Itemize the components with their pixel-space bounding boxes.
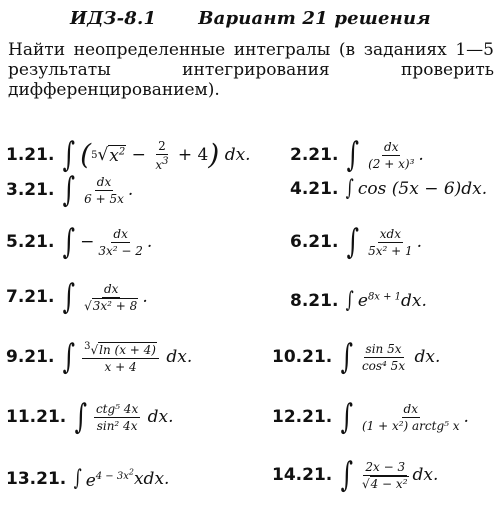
problem-tail: . (142, 287, 148, 307)
integral-sign: ∫ (63, 170, 76, 210)
integral-sign: ∫ (63, 222, 76, 262)
problem-number: 13.21. (6, 469, 67, 490)
problem-tail: . (127, 180, 134, 200)
problem-10 (272, 337, 441, 377)
integral-sign: ∫ (73, 466, 82, 492)
problem-tail: . (146, 232, 153, 252)
denominator: (2 + x)³ (368, 156, 415, 171)
problem-expression (358, 342, 440, 373)
denominator: x + 4 (104, 359, 137, 374)
problem-expression: $\frac{dx}{\text{√3x² + 8}}$ . (84, 281, 148, 313)
numerator: dx (103, 281, 119, 296)
numerator: ln (x + 4) (99, 342, 156, 357)
problem-number: 8.21. (290, 291, 339, 311)
denominator: sin² 4x (96, 418, 138, 433)
integral-sign: ∫ (340, 397, 354, 437)
problem-9 (6, 337, 193, 377)
problem-expression: $\frac{2x - 3}{\text{√4 − x²}}$ dx. (361, 459, 439, 491)
problem-expression: ( 5 √ $x^2$ − $\frac{2}{x^3}$ + 4 ) dx. (80, 138, 251, 172)
problem-6 (290, 222, 423, 262)
integral-sign: ∫ (346, 288, 355, 313)
problem-expression (364, 227, 422, 258)
problem-expression (92, 402, 174, 433)
integral-sign: ∫ (340, 337, 354, 377)
problem-11 (6, 397, 174, 437)
numerator: sin 5x (365, 341, 402, 356)
expression-text: cos (5x − 6)dx. (357, 179, 488, 199)
denominator: 3x² − 2 (98, 243, 143, 258)
numerator: xdx (379, 226, 401, 241)
problem-number: 9.21. (6, 347, 55, 367)
integral-sign: ∫ (63, 337, 76, 377)
integral-sign: ∫ (74, 397, 88, 437)
integral-sign: ∫ (63, 277, 76, 317)
integral-sign: ∫ (63, 135, 76, 175)
problem-number: 10.21. (272, 347, 333, 367)
problem-tail: . (463, 407, 469, 427)
problem-expression: $e^{4 - 3x^2}$ xdx. (85, 468, 170, 491)
problem-tail: dx. (147, 407, 174, 427)
problem-tail: dx. (414, 347, 441, 367)
problem-number: 5.21. (6, 232, 55, 252)
problem-3 (6, 170, 134, 210)
problem-7 (6, 277, 148, 317)
problem-tail: dx. (412, 465, 439, 485)
denominator: 5x² + 1 (368, 243, 413, 258)
problem-tail: dx. (224, 145, 251, 165)
problem-4 (290, 178, 487, 200)
problem-expression: $\frac{^3√\ln (x + 4)}{x + 4}$ dx. (84, 340, 193, 374)
problem-number: 1.21. (6, 145, 55, 165)
problem-number: 4.21. (290, 179, 339, 199)
integral-sign: ∫ (347, 222, 360, 262)
problem-expression (364, 140, 424, 171)
denominator: (1 + x²) arctg⁵ x (361, 418, 460, 433)
integral-sign: ∫ (347, 135, 360, 175)
problem-5 (6, 222, 153, 262)
integral-sign: ∫ (346, 176, 355, 201)
problem-14 (272, 455, 439, 495)
problem-number: 6.21. (290, 232, 339, 252)
numerator: dx (96, 174, 112, 189)
expression-text: xdx. (133, 469, 170, 490)
expression-text: dx. (401, 291, 427, 311)
problem-number: 7.21. (6, 287, 55, 307)
problem-number: 12.21. (272, 407, 333, 427)
problem-8 (290, 290, 427, 312)
problem-13 (6, 468, 169, 491)
denominator: 6 + 5x (84, 191, 124, 206)
numerator: dx (384, 139, 399, 154)
variant-label: Вариант 21 решения (198, 8, 431, 29)
numerator: dx (113, 226, 128, 241)
denominator: 3x² + 8 (92, 298, 138, 313)
problem-tail: . (418, 145, 424, 165)
page-title (70, 8, 431, 29)
problem-12 (272, 397, 469, 437)
denominator: 4 − x² (370, 476, 408, 491)
problem-2 (290, 135, 424, 175)
problem-expression (358, 179, 487, 199)
instructions-text: Найти неопределенные интегралы (в заданиях 1—5 результаты интегрирования проверить дифференцированием). (8, 40, 494, 100)
numerator: ctg⁵ 4x (95, 401, 139, 416)
problem-number: 11.21. (6, 407, 67, 427)
problem-tail: dx. (166, 347, 193, 367)
problem-expression: − $\frac{dx}{\text{3x² − 2}}$ . (80, 226, 153, 258)
problem-expression (358, 402, 469, 433)
problem-expression (80, 175, 133, 206)
problem-number: 3.21. (6, 180, 55, 200)
denominator: cos⁴ 5x (361, 358, 406, 373)
problem-tail: . (416, 232, 423, 252)
problem-number: 2.21. (290, 145, 339, 165)
problem-number: 14.21. (272, 465, 333, 485)
numerator: 2x − 3 (365, 459, 406, 474)
numerator: dx (403, 401, 418, 416)
integral-sign: ∫ (340, 455, 354, 495)
problem-expression: $e^{8x + 1}$ dx. (357, 291, 427, 311)
problem-1 (6, 135, 251, 175)
assignment-code: ИДЗ-8.1 (70, 8, 157, 29)
